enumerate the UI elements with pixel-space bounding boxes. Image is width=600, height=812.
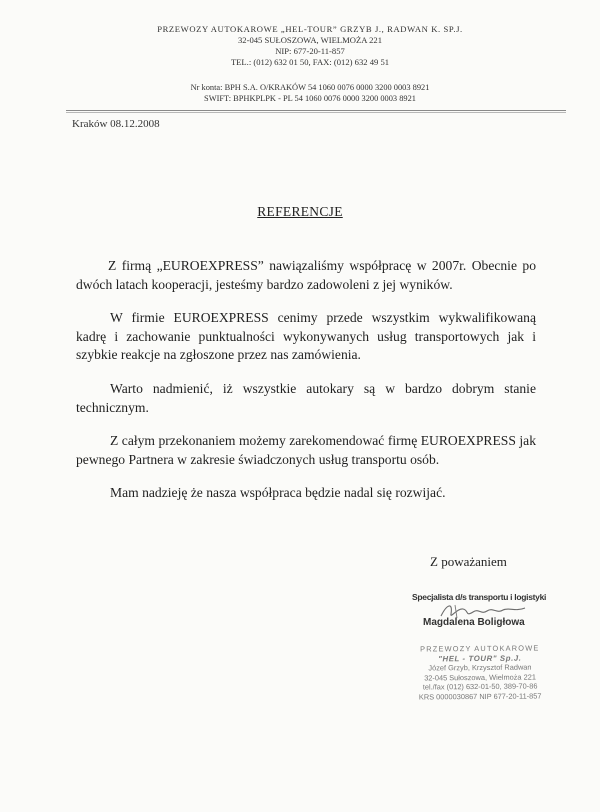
letterhead-address: 32-045 SUŁOSZOWA, WIELMOŻA 221 [237,35,382,45]
letter-title: REFERENCJE [257,204,343,219]
paragraph-1: Z firmą „EUROEXPRESS” nawiązaliśmy współpracę w 2007r. Obecnie po dwóch latach kooperacji, jesteśmy bardzo zadowoleni z jej wyników. [76,258,536,292]
paragraph-3: Warto nadmienić, iż wszystkie autokary są w bardzo dobrym stanie technicznym. [76,380,536,415]
stamp-brand: "HEL - TOUR" Sp.J. [438,653,522,663]
stamp-address: 32-045 Sułoszowa, Wielmoża 221 [424,672,536,683]
paragraph-4: Z całym przekonaniem możemy zarekomendować firmę EUROEXPRESS jak pewnego Partnera w zakresie świadczonych usług transportu osób. [76,433,536,467]
letter-body [76,257,536,518]
stamp-owners: Józef Grzyb, Krzysztof Radwan [428,662,532,673]
signatory-name: Magdalena Boligłowa [423,617,525,628]
letter-title-wrap [0,203,600,221]
stamp-phone: tel./fax (012) 632-01-50, 389-70-86 [422,681,538,692]
stamp-company: PRZEWOZY AUTOKAROWE [420,643,540,654]
paragraph-5: Mam nadzieję że nasza współpraca będzie nadal się rozwijać. [110,485,446,501]
stamp-registry: KRS 0000030867 NIP 677-20-11-857 [418,691,542,702]
company-stamp [406,643,554,702]
letterhead-nip: NIP: 677-20-11-857 [275,46,345,56]
letterhead-company: PRZEWOZY AUTOKAROWE „HEL-TOUR” GRZYB J., RADWAN K. SP.J. [157,24,463,34]
signature-stamp-title: Specjalista d/s transportu i logistyki [412,592,547,602]
letterhead-phone: TEL.: (012) 632 01 50, FAX: (012) 632 49 51 [230,57,390,67]
letter-date: Kraków 08.12.2008 [72,118,160,130]
bank-account: Nr konta: BPH S.A. O/KRAKÓW 54 1060 0076 0000 3200 0003 8921 [190,83,430,92]
header-divider-shadow [66,112,566,113]
header-divider [66,110,566,111]
swift-code: SWIFT: BPHKPLPK - PL 54 1060 0076 0000 3200 0003 8921 [204,94,416,103]
paragraph-2: W firmie EUROEXPRESS cenimy przede wszystkim wykwalifikowaną kadrę i zachowanie punktualności wykonywanych usług transportowych jak i szybkie reakcje na zgłoszone przez nas zamówienia. [76,310,536,363]
letterhead [100,24,520,68]
closing-salutation: Z poważaniem [430,554,507,569]
bank-details [100,82,520,104]
